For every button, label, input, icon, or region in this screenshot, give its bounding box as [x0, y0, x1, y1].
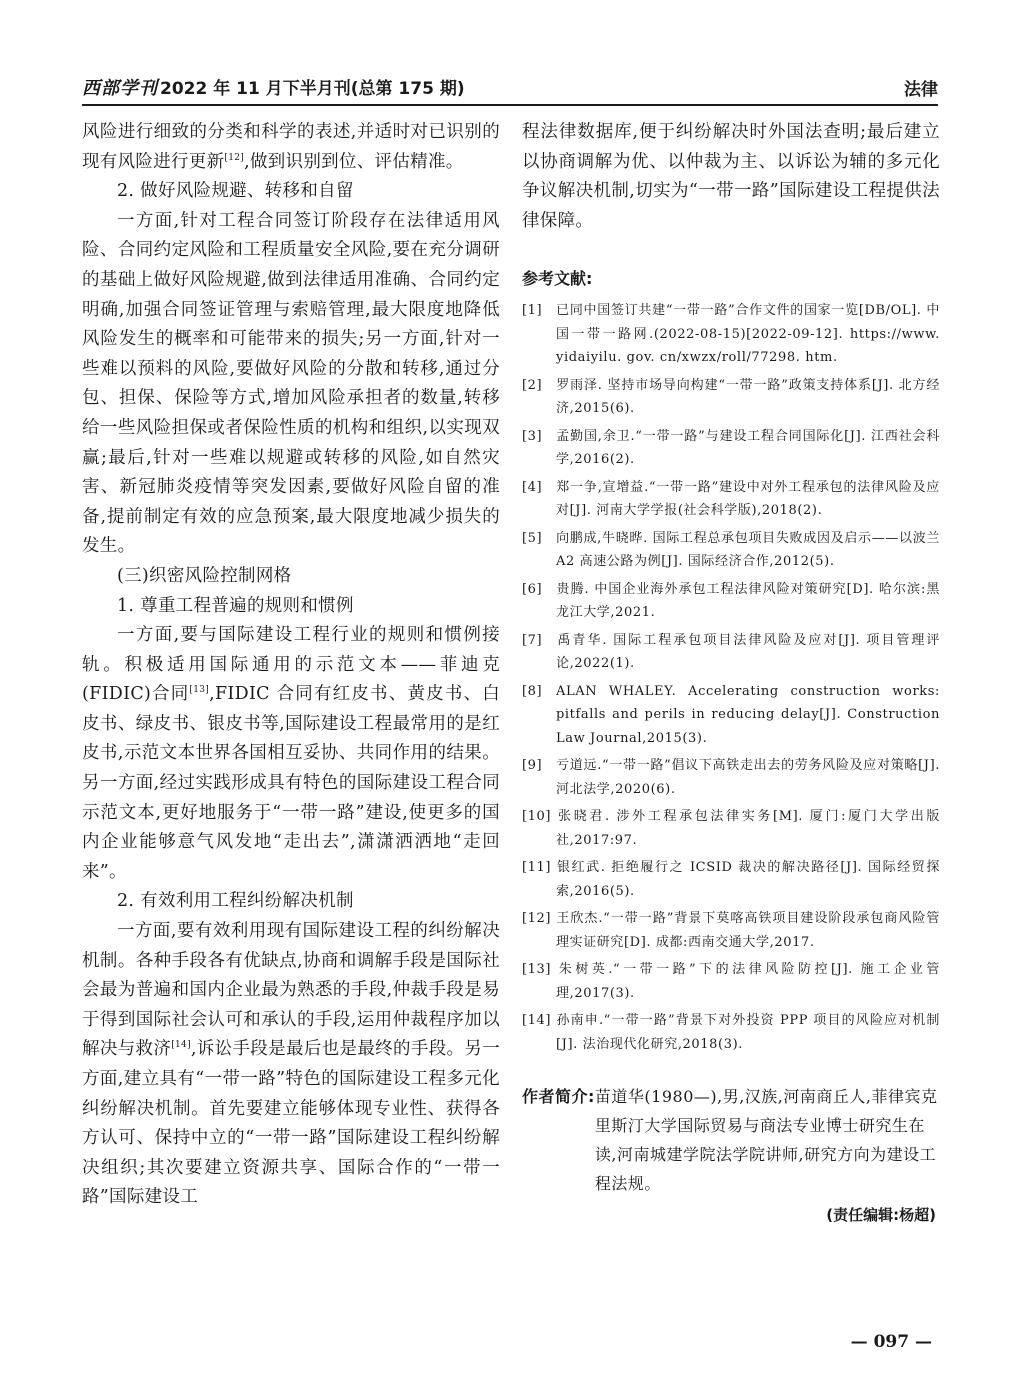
author-label: 作者简介:: [522, 1087, 595, 1107]
reference-number: [8]: [522, 683, 543, 699]
issue-info: 2022 年 11 月下半月刊(总第 175 期): [160, 79, 465, 99]
reference-item: [522, 527, 940, 574]
reference-text: 朱树英.“一带一路”下的法律风险防控[J]. 施工企业管理,2017(3).: [556, 962, 940, 1001]
body-paragraph: 程法律数据库,便于纠纷解决时外国法查明;最后建立以协商调解为优、以仲裁为主、以诉讼为辅的多元化争议解决机制,切实为“一带一路”国际建设工程提供法律保障。: [522, 122, 940, 231]
reference-text: 禹青华. 国际工程承包项目法律风险及应对[J]. 项目管理评论,2022(1).: [556, 632, 940, 672]
reference-text: 孟勤国,余卫.“一带一路”与建设工程合同国际化[J]. 江西社会科学,2016(2).: [556, 428, 940, 468]
reference-item: [522, 578, 940, 625]
reference-number: [4]: [522, 479, 543, 495]
reference-item: [522, 1009, 940, 1056]
reference-item: [522, 680, 940, 751]
references-title: 参考文献:: [522, 269, 593, 289]
reference-number: [3]: [522, 428, 543, 444]
page-number: — 097 —: [850, 1332, 932, 1352]
citation-marker: [13]: [189, 685, 210, 696]
section-name: 法律: [904, 80, 938, 100]
reference-text: 向鹏成,牛晓晔. 国际工程总承包项目失败成因及启示——以波兰 A2 高速公路为例[J]. 国际经济合作,2012(5).: [556, 530, 940, 570]
citation-marker: [14]: [171, 1040, 191, 1051]
reference-text: 罗雨泽. 坚持市场导向构建“一带一路”政策支持体系[J]. 北方经济,2015(6).: [556, 377, 940, 417]
section-heading: 2. 有效利用工程纠纷解决机制: [117, 891, 354, 912]
reference-item: [522, 425, 940, 472]
reference-text: 贵腾. 中国企业海外承包工程法律风险对策研究[D]. 哈尔滨:黑龙江大学,2021.: [556, 581, 940, 621]
header-left: [82, 74, 465, 100]
reference-item: [522, 629, 940, 676]
reference-number: [11]: [522, 860, 552, 876]
reference-text: ALAN WHALEY. Accelerating construction works: pitfalls and perils in reducing delay[J]. Construction Law Journal,2015(3).: [556, 683, 940, 746]
left-column: [82, 118, 500, 1213]
reference-item: [522, 754, 940, 801]
reference-number: [9]: [522, 758, 543, 774]
section-heading: 2. 做好风险规避、转移和自留: [117, 181, 354, 202]
responsible-editor: (责任编辑:杨超): [826, 1206, 936, 1225]
reference-number: [5]: [522, 530, 543, 546]
reference-item: [522, 907, 940, 954]
right-column: [522, 118, 940, 1225]
body-paragraph: 风险进行细致的分类和科学的表述,并适时对已识别的现有风险进行更新[12],做到识别到位、评估精准。: [82, 122, 500, 172]
page-header: [82, 70, 938, 106]
reference-number: [6]: [522, 581, 543, 597]
reference-item: [522, 958, 940, 1005]
journal-logo: 西部学刊: [82, 78, 158, 99]
reference-number: [12]: [522, 911, 552, 927]
reference-item: [522, 805, 940, 852]
reference-number: [10]: [522, 809, 552, 825]
reference-text: 已同中国签订共建“一带一路”合作文件的国家一览[DB/OL]. 中国一带一路网.(2022-08-15)[2022-09-12]. https://www. yidaiyilu. gov. cn/xwzx/roll/77298. htm.: [556, 303, 940, 366]
reference-item: [522, 374, 940, 421]
reference-text: 孙南申.“一带一路”背景下对外投资 PPP 项目的风险应对机制[J]. 法治现代化研究,2018(3).: [556, 1013, 940, 1052]
reference-text: 银红武. 拒绝履行之 ICSID 裁决的解决路径[J]. 国际经贸探索,2016(5).: [556, 860, 940, 899]
reference-number: [13]: [522, 962, 552, 978]
reference-number: [14]: [522, 1013, 552, 1029]
reference-number: [2]: [522, 377, 543, 393]
body-paragraph: 一方面,要有效利用现有国际建设工程的纠纷解决机制。各种手段各有优缺点,协商和调解手段是国际社会最为普遍和国内企业最为熟悉的手段,仲裁手段是易于得到国际社会认可和承认的手段,运用仲裁程序加以解决与救济[14],诉讼手段是最后也是最终的手段。另一方面,建立具有“一带一路”特色的国际建设工程多元化纠纷解决机制。首先要建立能够体现专业性、获得各方认可、保持中立的“一带一路”国际建设工程纠纷解决组织;其次要建立资源共享、国际合作的“一带一路”国际建设工: [82, 921, 501, 1208]
reference-number: [1]: [522, 303, 543, 319]
reference-number: [7]: [522, 632, 543, 648]
body-paragraph: 一方面,针对工程合同签订阶段存在法律适用风险、合同约定风险和工程质量安全风险,要在充分调研的基础上做好风险规避,做到法律适用准确、合同约定明确,加强合同签证管理与索赔管理,最大限度地降低风险发生的概率和可能带来的损失;另一方面,针对一些难以预料的风险,要做好风险的分散和转移,通过分包、担保、保险等方式,增加风险承担者的数量,转移给一些风险担保或者保险性质的机构和组织,以实现双赢;最后,针对一些难以规避或转移的风险,如自然灾害、新冠肺炎疫情等突发因素,要做好风险自留的准备,提前制定有效的应急预案,最大限度地减少损失的发生。: [82, 210, 500, 557]
reference-text: 王欣杰.“一带一路”背景下莫喀高铁项目建设阶段承包商风险管理实证研究[D]. 成都:西南交通大学,2017.: [556, 911, 940, 950]
author-text: 苗道华(1980—),男,汉族,河南商丘人,菲律宾克里斯汀大学国际贸易与商法专业博士研究生在读,河南城建学院法学院讲师,研究方向为建设工程法规。: [594, 1087, 938, 1194]
citation-marker: [12]: [224, 152, 245, 163]
reference-item: [522, 299, 940, 370]
body-paragraph: 一方面,要与国际建设工程行业的规则和惯例接轨。积极适用国际通用的示范文本——菲迪克(FIDIC)合同[13],FIDIC 合同有红皮书、黄皮书、白皮书、绿皮书、银皮书等,国际建设工程最常用的是红皮书,示范文本世界各国相互妥协、共同作用的结果。另一方面,经过实践形成具有特色的国际建设工程合同示范文本,更好地服务于“一带一路”建设,使更多的国内企业能够意气风发地“走出去”,潇潇洒洒地“走回来”。: [82, 625, 500, 882]
reference-text: 亏道远.“一带一路”倡议下高铁走出去的劳务风险及应对策略[J]. 河北法学,2020(6).: [556, 758, 940, 797]
reference-text: 张晓君. 涉外工程承包法律实务[M]. 厦门:厦门大学出版社,2017:97.: [556, 809, 940, 848]
reference-text: 郑一争,宣增益.“一带一路”建设中对外工程承包的法律风险及应对[J]. 河南大学学报(社会科学版),2018(2).: [556, 479, 940, 519]
reference-item: [522, 856, 940, 903]
author-bio: [522, 1082, 940, 1198]
section-heading: 1. 尊重工程普遍的规则和惯例: [117, 595, 354, 616]
reference-item: [522, 476, 940, 523]
references-list: [522, 299, 940, 1056]
section-heading: (三)织密风险控制网格: [117, 565, 292, 586]
